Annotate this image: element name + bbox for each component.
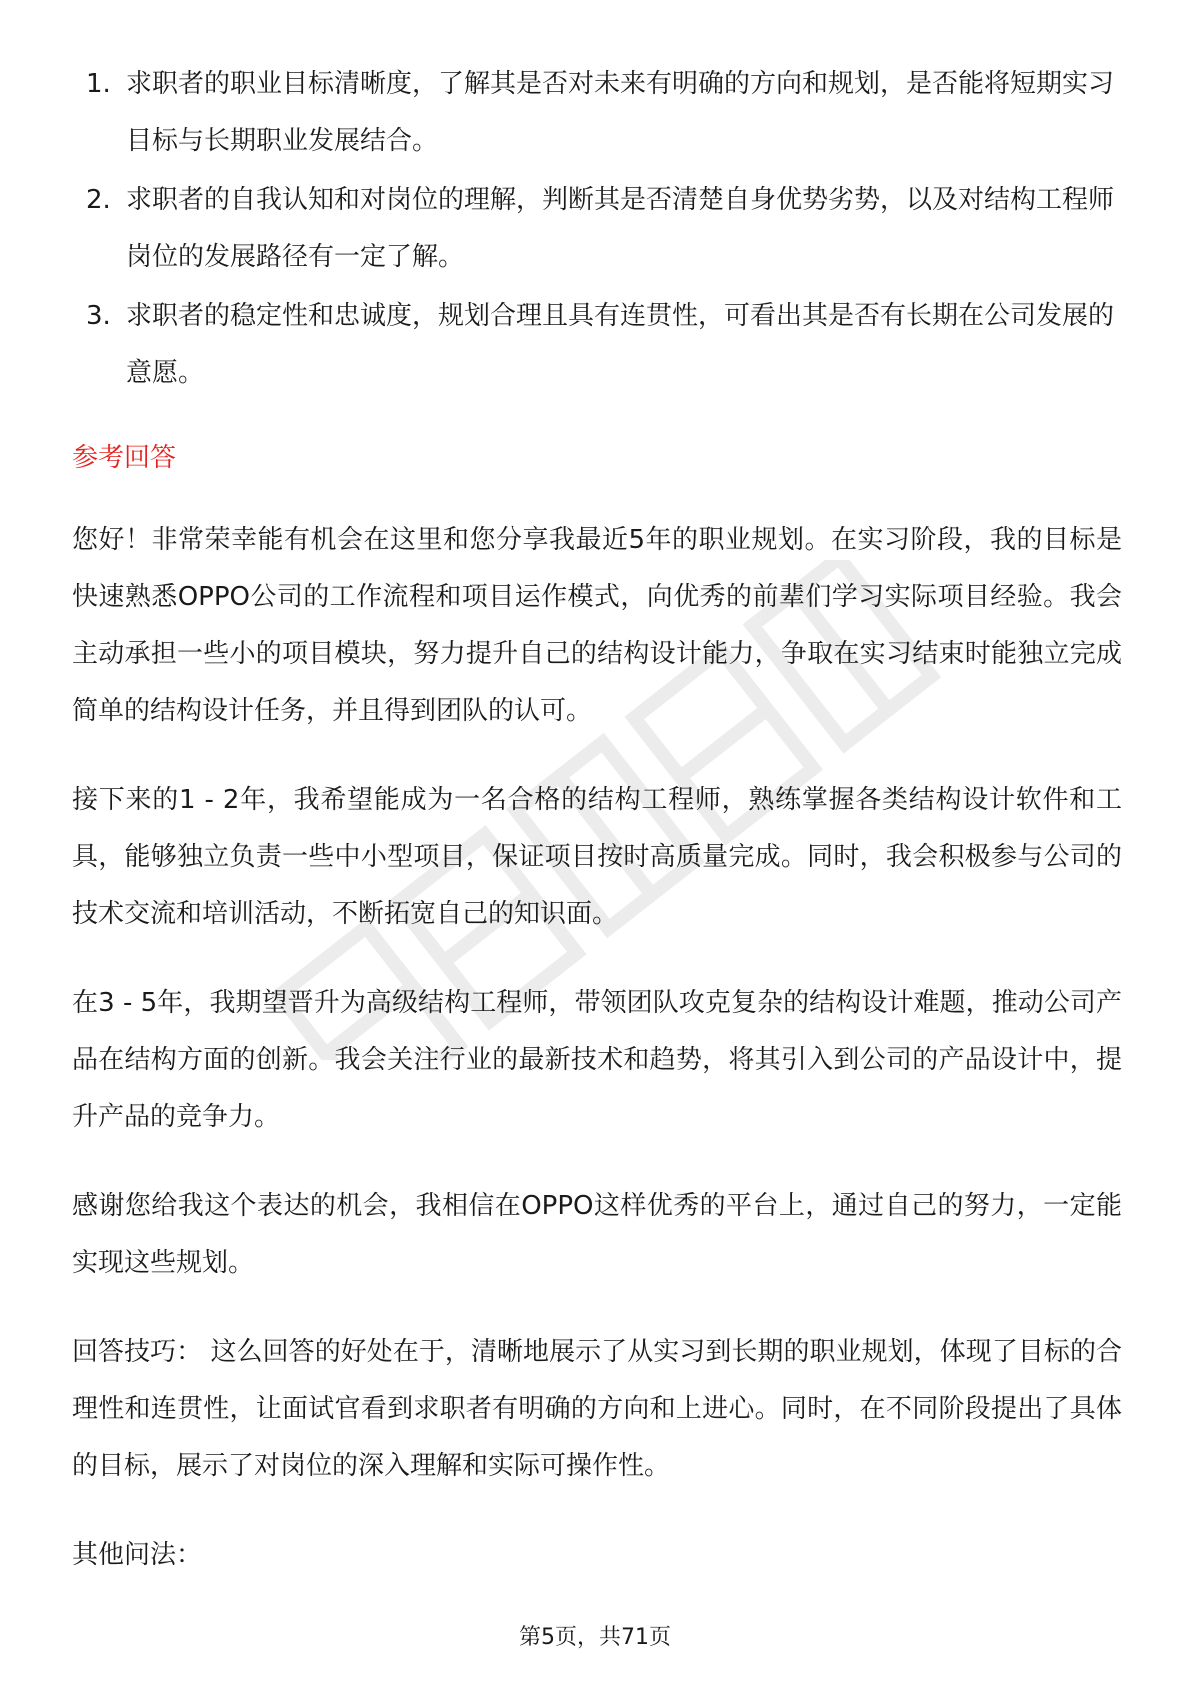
answer-paragraph: 您好！非常荣幸能有机会在这里和您分享我最近5年的职业规划。在实习阶段，我的目标是快速熟悉OPPO公司的工作流程和项目运作模式，向优秀的前辈们学习实际项目经验。我会主动承担一些小的项目模块，努力提升自己的结构设计能力，争取在实习结束时能独立完成简单的结构设计任务，并且得到团队的认可。 xyxy=(72,525,1122,726)
list-item-number: 2. xyxy=(86,185,111,215)
list-item-number: 1. xyxy=(86,69,111,99)
list-item-number: 3. xyxy=(86,301,111,331)
list-item-text: 求职者的自我认知和对岗位的理解，判断其是否清楚自身优势劣势，以及对结构工程师岗位的发展路径有一定了解。 xyxy=(126,185,1115,272)
reference-answer-heading: 参考回答 xyxy=(72,443,177,473)
evaluation-points-list xyxy=(72,56,1122,402)
answer-paragraph: 接下来的1 - 2年，我希望能成为一名合格的结构工程师，熟练掌握各类结构设计软件和工具，能够独立负责一些中小型项目，保证项目按时高质量完成。同时，我会积极参与公司的技术交流和培训活动，不断拓宽自己的知识面。 xyxy=(72,785,1122,929)
answer-paragraph: 感谢您给我这个表达的机会，我相信在OPPO这样优秀的平台上，通过自己的努力，一定能实现这些规划。 xyxy=(72,1191,1122,1278)
answer-tips: 回答技巧： 这么回答的好处在于，清晰地展示了从实习到长期的职业规划，体现了目标的合理性和连贯性，让面试官看到求职者有明确的方向和上进心。同时，在不同阶段提出了具体的目标，展示了对岗位的深入理解和实际可操作性。 xyxy=(72,1337,1122,1481)
answer-paragraph: 在3 - 5年，我期望晋升为高级结构工程师，带领团队攻克复杂的结构设计难题，推动公司产品在结构方面的创新。我会关注行业的最新技术和趋势，将其引入到公司的产品设计中，提升产品的竞争力。 xyxy=(72,988,1122,1132)
list-item-text: 求职者的职业目标清晰度，了解其是否对未来有明确的方向和规划，是否能将短期实习目标与长期职业发展结合。 xyxy=(126,69,1115,156)
other-questions-label: 其他问法： xyxy=(72,1540,203,1570)
list-item-text: 求职者的稳定性和忠诚度，规划合理且具有连贯性，可看出其是否有长期在公司发展的意愿。 xyxy=(126,301,1115,388)
list-item xyxy=(72,56,1122,170)
page-content xyxy=(72,56,1122,1616)
page-indicator: 第5页，共71页 xyxy=(519,1625,671,1650)
list-item xyxy=(72,288,1122,402)
list-item xyxy=(72,172,1122,286)
